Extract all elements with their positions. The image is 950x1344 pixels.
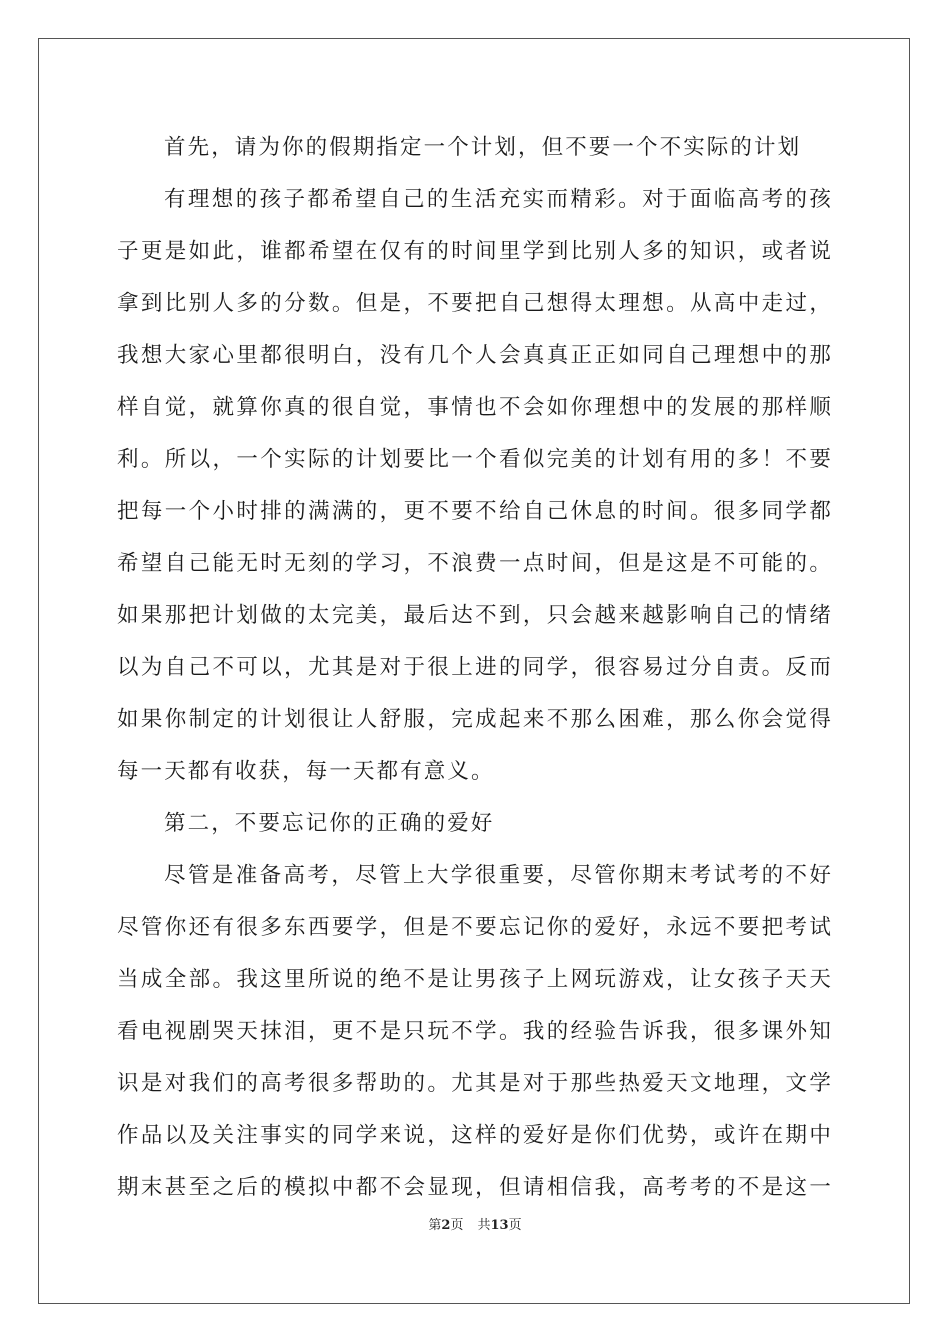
- section-heading: 第二，不要忘记你的正确的爱好: [164, 811, 495, 836]
- text-line: 如果你制定的计划很让人舒服，完成起来不那么困难，那么你会觉得: [117, 707, 833, 732]
- text-line: 希望自己能无时无刻的学习，不浪费一点时间，但是这是不可能的。: [117, 551, 833, 576]
- page-number: 第2页: [428, 1218, 464, 1233]
- text-line: 拿到比别人多的分数。但是，不要把自己想得太理想。从高中走过，: [117, 291, 833, 316]
- text-line: 当成全部。我这里所说的绝不是让男孩子上网玩游戏，让女孩子天天: [117, 967, 833, 992]
- text-line: 把每一个小时排的满满的，更不要不给自己休息的时间。很多同学都: [117, 499, 833, 524]
- text-line: 看电视剧哭天抹泪，更不是只玩不学。我的经验告诉我，很多课外知: [117, 1019, 833, 1044]
- text-line: 识是对我们的高考很多帮助的。尤其是对于那些热爱天文地理，文学: [117, 1071, 833, 1096]
- text-line: 每一天都有收获，每一天都有意义。: [117, 759, 495, 784]
- text-line: 如果那把计划做的太完美，最后达不到，只会越来越影响自己的情绪: [117, 603, 833, 628]
- text-line: 首先，请为你的假期指定一个计划，但不要一个不实际的计划: [164, 135, 802, 160]
- text-line: 有理想的孩子都希望自己的生活充实而精彩。对于面临高考的孩: [164, 187, 833, 212]
- text-line: 以为自己不可以，尤其是对于很上进的同学，很容易过分自责。反而: [117, 655, 833, 680]
- page-footer: [0, 1214, 950, 1233]
- text-line: 作品以及关注事实的同学来说，这样的爱好是你们优势，或许在期中: [117, 1123, 833, 1148]
- text-line: 尽管是准备高考，尽管上大学很重要，尽管你期末考试考的不好: [164, 863, 833, 888]
- text-line: 我想大家心里都很明白，没有几个人会真真正正如同自己理想中的那: [117, 343, 833, 368]
- text-line: 子更是如此，谁都希望在仅有的时间里学到比别人多的知识，或者说: [117, 239, 833, 264]
- text-line: 期末甚至之后的模拟中都不会显现，但请相信我，高考考的不是这一: [117, 1175, 833, 1200]
- page-total: 共13页: [477, 1218, 522, 1233]
- text-line: 样自觉，就算你真的很自觉，事情也不会如你理想中的发展的那样顺: [117, 395, 833, 420]
- text-line: 尽管你还有很多东西要学，但是不要忘记你的爱好，永远不要把考试: [117, 915, 833, 940]
- text-line: 利。所以，一个实际的计划要比一个看似完美的计划有用的多！不要: [117, 447, 833, 472]
- document-body: [117, 126, 833, 1218]
